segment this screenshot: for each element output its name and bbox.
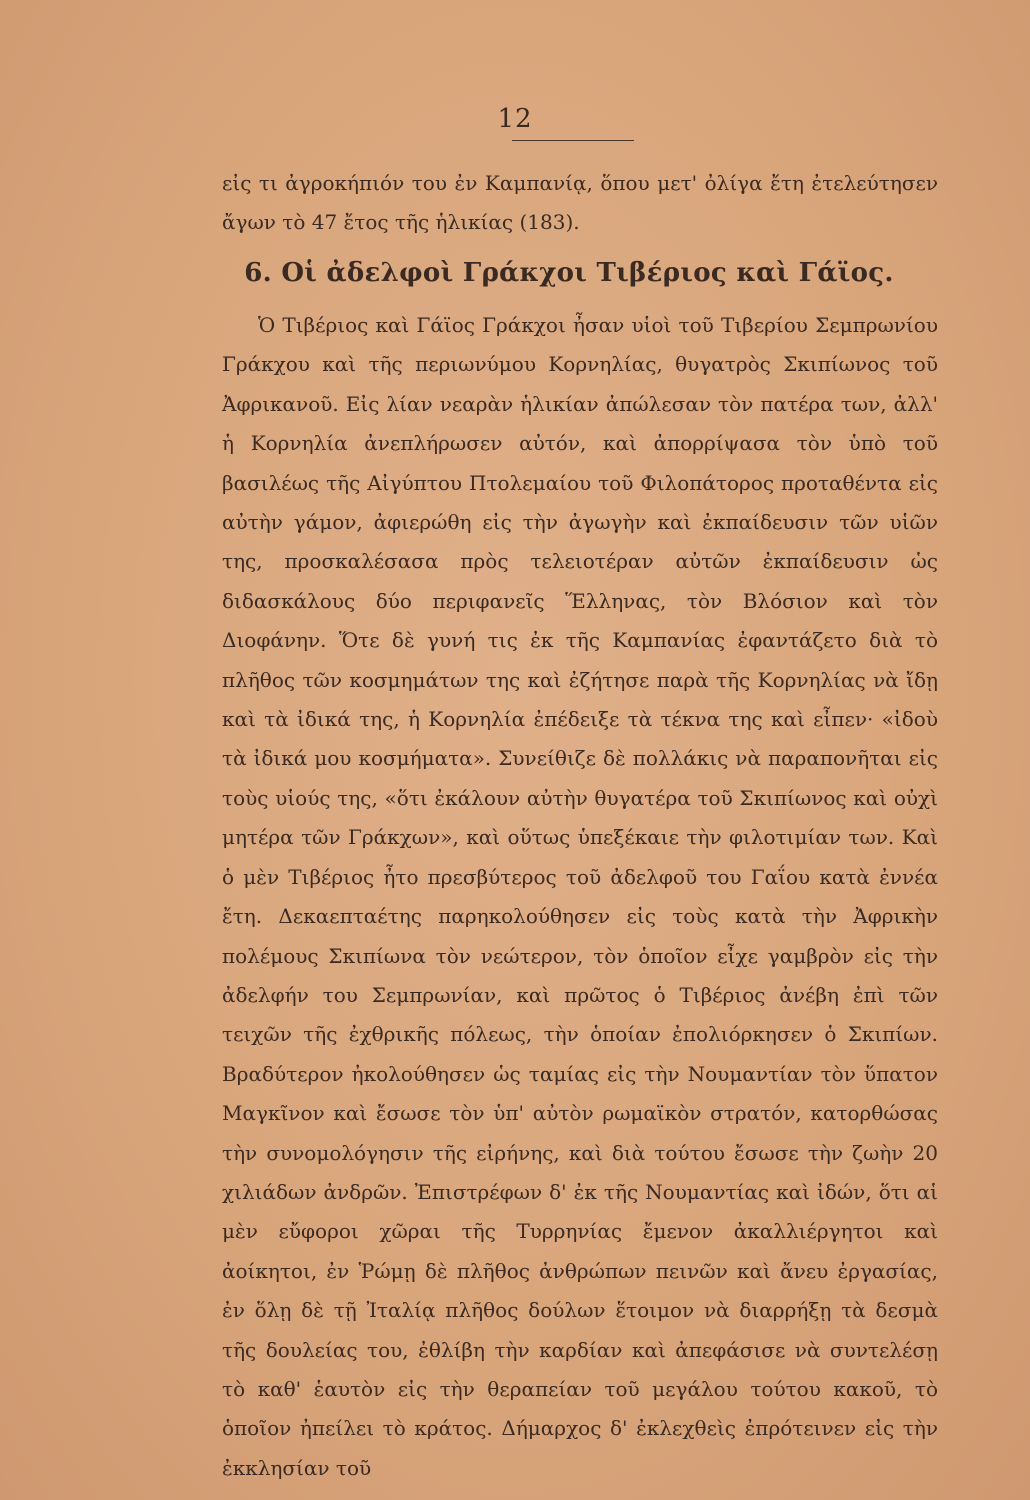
intro-paragraph: εἰς τι ἀγροκήπιόν του ἐν Καμπανίᾳ, ὅπου μετ' ὀλίγα ἔτη ἐτελεύτησεν ἄγων τὸ 47 ἔτος τῆς ἡλικίας (183). (222, 171, 938, 235)
body-paragraph: Ὁ Τιβέριος καὶ Γάϊος Γράκχοι ἦσαν υἱοὶ τοῦ Τιβερίου Σεμπρωνίου Γράκχου καὶ τῆς περιωνύμου Κορνηλίας, θυγατρὸς Σκιπίωνος τοῦ Ἀφρικανοῦ. Εἰς λίαν νεαρὰν ἡλικίαν ἀπώλεσαν τὸν πατέρα των, ἀλλ' ἡ Κορνηλία ἀνεπλήρωσεν αὐτόν, καὶ ἀπορρίψασα τὸν ὑπὸ τοῦ βασιλέως τῆς Αἰγύπτου Πτολεμαίου τοῦ Φιλοπάτορος προταθέντα εἰς αὐτὴν γάμον, ἀφιερώθη εἰς τὴν ἀγωγὴν καὶ ἐκπαίδευσιν τῶν υἱῶν της, προσκαλέσασα πρὸς τελειοτέραν αὐτῶν ἐκπαίδευσιν ὡς διδασκάλους δύο περιφανεῖς Ἕλληνας, τὸν Βλόσιον καὶ τὸν Διοφάνην. Ὅτε δὲ γυνή τις ἐκ τῆς Καμπανίας ἐφαντάζετο διὰ τὸ πλῆθος τῶν κοσμημάτων της καὶ ἐζήτησε παρὰ τῆς Κορνηλίας νὰ ἴδῃ καὶ τὰ ἰδικά της, ἡ Κορνηλία ἐπέδειξε τὰ τέκνα της καὶ εἶπεν· «ἰδοὺ τὰ ἰδικά μου κοσμήματα». Συνείθιζε δὲ πολλάκις νὰ παραπονῆται εἰς τοὺς υἱούς της, «ὅτι ἐκάλουν αὐτὴν θυγατέρα τοῦ Σκιπίωνος καὶ οὐχὶ μητέρα τῶν Γράκχων», καὶ οὕτως ὑπεξέκαιε τὴν φιλοτιμίαν των. Καὶ ὁ μὲν Τιβέριος ἦτο πρεσβύτερος τοῦ ἀδελφοῦ του Γαΐου κατὰ ἐννέα ἔτη. Δεκαεπταέτης παρηκολούθησεν εἰς τοὺς κατὰ τὴν Ἀφρικὴν πολέμους Σκιπίωνα τὸν νεώτερον, τὸν ὁποῖον εἶχε γαμβρὸν εἰς τὴν ἀδελφήν του Σεμπρωνίαν, καὶ πρῶτος ὁ Τιβέριος ἀνέβη ἐπὶ τῶν τειχῶν τῆς ἐχθρικῆς πόλεως, τὴν ὁποίαν ἐπολιόρκησεν ὁ Σκιπίων. Βραδύτερον ἠκολούθησεν ὡς ταμίας εἰς τὴν Νουμαντίαν τὸν ὕπατον Μαγκῖνον καὶ ἔσωσε τὸν ὑπ' αὐτὸν ρωμαϊκὸν στρατόν, κατορθώσας τὴν συνομολόγησιν τῆς εἰρήνης, καὶ διὰ τούτου ἔσωσε τὴν ζωὴν 20 χιλιάδων ἀνδρῶν. Ἐπιστρέφων δ' ἐκ τῆς Νουμαντίας καὶ ἰδών, ὅτι αἱ μὲν εὔφοροι χῶραι τῆς Τυρρηνίας ἔμενον ἀκαλλιέργητοι καὶ ἀοίκητοι, ἐν Ῥώμῃ δὲ πλῆθος ἀνθρώπων πεινῶν καὶ ἄνευ ἐργασίας, ἐν ὅλῃ δὲ τῇ Ἰταλίᾳ πλῆθος δούλων ἕτοιμον νὰ διαρρήξῃ τὰ δεσμὰ τῆς δουλείας του, ἐθλίβη τὴν καρδίαν καὶ ἀπεφάσισε νὰ συντελέσῃ τὸ καθ' ἑαυτὸν εἰς τὴν θεραπείαν τοῦ μεγάλου τούτου κακοῦ, τὸ ὁποῖον ἠπείλει τὸ κράτος. Δήμαρχος δ' ἐκλεχθεὶς ἐπρότεινεν εἰς τὴν ἐκκλησίαν τοῦ (222, 313, 938, 1480)
page-number-rule (512, 140, 634, 141)
section-heading: 6. Οἱ ἀδελφοὶ Γράκχοι Τιβέριος καὶ Γάϊος. (244, 258, 894, 288)
page-number: 12 (497, 104, 533, 134)
